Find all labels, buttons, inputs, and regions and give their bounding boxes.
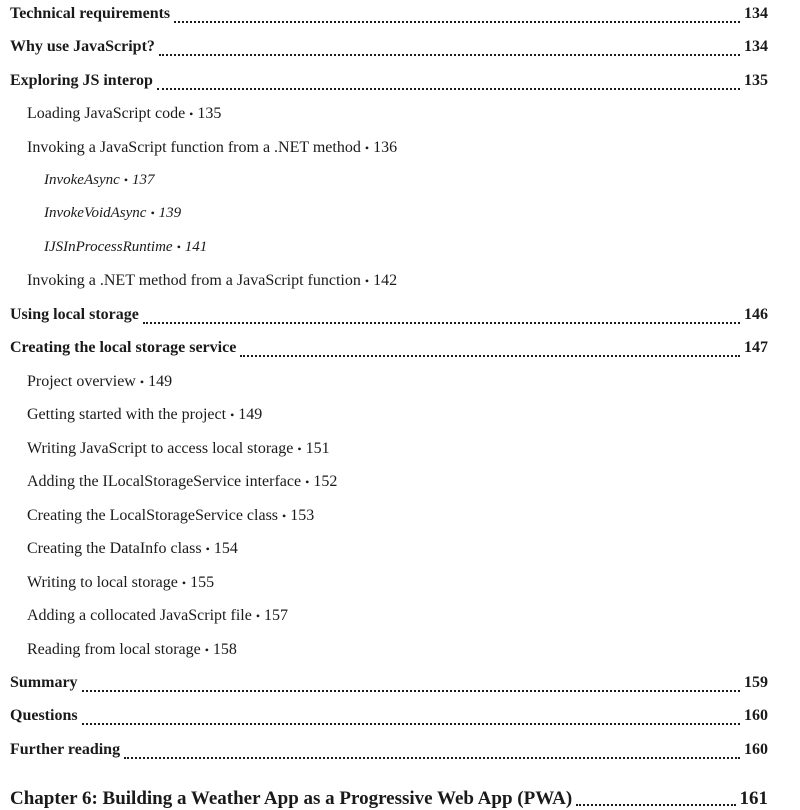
bullet-separator: • — [139, 375, 145, 389]
toc-entry[interactable] — [27, 105, 785, 127]
toc-entry-page-number: 155 — [190, 574, 215, 591]
toc-entry-title: Creating the DataInfo class — [27, 540, 202, 557]
dot-leader — [82, 690, 740, 692]
toc-entry[interactable] — [27, 473, 785, 495]
toc-entry[interactable] — [27, 440, 785, 462]
toc-entry-page-number: 149 — [238, 406, 263, 423]
bullet-separator: • — [205, 542, 210, 556]
toc-entry-page-number: 158 — [212, 641, 237, 658]
toc-entry-page-number: 159 — [744, 674, 768, 691]
bullet-separator: • — [176, 240, 181, 254]
toc-entry[interactable] — [27, 507, 785, 529]
toc-entry-page-number: 134 — [744, 5, 768, 22]
toc-entry-title: Technical requirements — [10, 5, 171, 22]
toc-entry[interactable] — [44, 205, 800, 227]
toc-entry[interactable] — [10, 339, 768, 361]
toc-entry-title: Getting started with the project — [27, 406, 227, 423]
bullet-separator: • — [297, 442, 302, 456]
toc-entry[interactable] — [27, 641, 785, 663]
toc-entry[interactable] — [27, 607, 785, 629]
toc-entry-title: Writing to local storage — [27, 574, 178, 591]
dot-leader — [159, 54, 740, 56]
dot-leader — [240, 355, 740, 357]
toc-entry[interactable] — [10, 38, 768, 60]
bullet-separator: • — [305, 475, 310, 489]
toc-entry-page-number: 154 — [213, 540, 238, 557]
toc-entry[interactable] — [10, 306, 768, 328]
toc-entry-title: Questions — [10, 707, 78, 724]
toc-entry-title: Summary — [10, 674, 78, 691]
toc-entry[interactable] — [27, 574, 785, 596]
toc-entry[interactable] — [10, 707, 768, 729]
toc-entry[interactable] — [10, 741, 768, 763]
toc-entry-title: InvokeAsync — [44, 172, 120, 188]
bullet-separator: • — [189, 107, 194, 121]
toc-entry-page-number: 146 — [744, 306, 768, 323]
toc-entry-page-number: 136 — [373, 139, 398, 156]
bullet-separator: • — [181, 576, 187, 590]
dot-leader — [124, 757, 740, 759]
toc-entry-page-number: 141 — [184, 239, 208, 255]
toc-chapter-entry[interactable] — [10, 788, 768, 810]
bullet-separator: • — [255, 609, 261, 623]
toc-entry-page-number: 161 — [739, 788, 768, 809]
toc-entry-title: Loading JavaScript code — [27, 105, 186, 122]
toc-entry[interactable] — [27, 540, 785, 562]
dot-leader — [174, 21, 740, 23]
toc-entry-title: Adding the ILocalStorageService interface — [27, 473, 302, 490]
toc-entry-title: Adding a collocated JavaScript file — [27, 607, 252, 624]
toc-entry-title: Creating the LocalStorageService class — [27, 507, 279, 524]
dot-leader — [82, 723, 740, 725]
toc-entry[interactable] — [27, 373, 785, 395]
toc-entry-title: Invoking a .NET method from a JavaScript function — [27, 272, 361, 289]
bullet-separator: • — [123, 173, 128, 187]
toc-entry-title: Chapter 6: Building a Weather App as a Progressive Web App (PWA) — [10, 788, 573, 809]
toc-entry-page-number: 149 — [148, 373, 173, 390]
bullet-separator: • — [204, 643, 209, 657]
toc-entry[interactable] — [10, 674, 768, 696]
toc-entry-page-number: 147 — [744, 339, 768, 356]
toc-entry-page-number: 152 — [313, 473, 338, 490]
bullet-separator: • — [150, 206, 155, 220]
toc-entry-title: Reading from local storage — [27, 641, 201, 658]
dot-leader — [157, 88, 740, 90]
toc-entry[interactable] — [10, 5, 768, 27]
toc-entry-title: InvokeVoidAsync — [44, 205, 147, 221]
toc-entry-title: Creating the local storage service — [10, 339, 237, 356]
dot-leader — [143, 322, 740, 324]
toc-entry[interactable] — [27, 272, 785, 294]
toc-entry-title: Project overview — [27, 373, 136, 390]
toc-entry-page-number: 139 — [158, 205, 182, 221]
toc-entry-page-number: 137 — [132, 172, 155, 188]
toc-entry[interactable] — [44, 172, 800, 194]
bullet-separator: • — [364, 141, 370, 155]
toc-entry-page-number: 160 — [744, 741, 768, 758]
toc-entry-page-number: 157 — [264, 607, 289, 624]
toc-entry-page-number: 153 — [290, 507, 315, 524]
toc-entry-page-number: 151 — [305, 440, 330, 457]
toc-entry-page-number: 135 — [197, 105, 222, 122]
toc-entry-page-number: 134 — [744, 38, 768, 55]
bullet-separator: • — [230, 408, 235, 422]
toc-entry-page-number: 135 — [744, 72, 768, 89]
toc-entry-title: Using local storage — [10, 306, 139, 323]
toc-entry-title: Why use JavaScript? — [10, 38, 155, 55]
toc-entry-page-number: 160 — [744, 707, 768, 724]
toc-entry-page-number: 142 — [373, 272, 398, 289]
toc-entry-title: IJSInProcessRuntime — [44, 239, 173, 255]
toc-entry-title: Invoking a JavaScript function from a .NET method — [27, 139, 361, 156]
toc-entry-title: Writing JavaScript to access local storage — [27, 440, 294, 457]
toc-entry-title: Exploring JS interop — [10, 72, 153, 89]
toc-entry-title: Further reading — [10, 741, 121, 758]
bullet-separator: • — [282, 509, 287, 523]
toc-entry[interactable] — [27, 139, 785, 161]
toc-entry[interactable] — [10, 72, 768, 94]
toc-entry[interactable] — [44, 239, 800, 261]
toc-entry[interactable] — [27, 406, 785, 428]
bullet-separator: • — [364, 274, 370, 288]
dot-leader — [576, 804, 735, 806]
